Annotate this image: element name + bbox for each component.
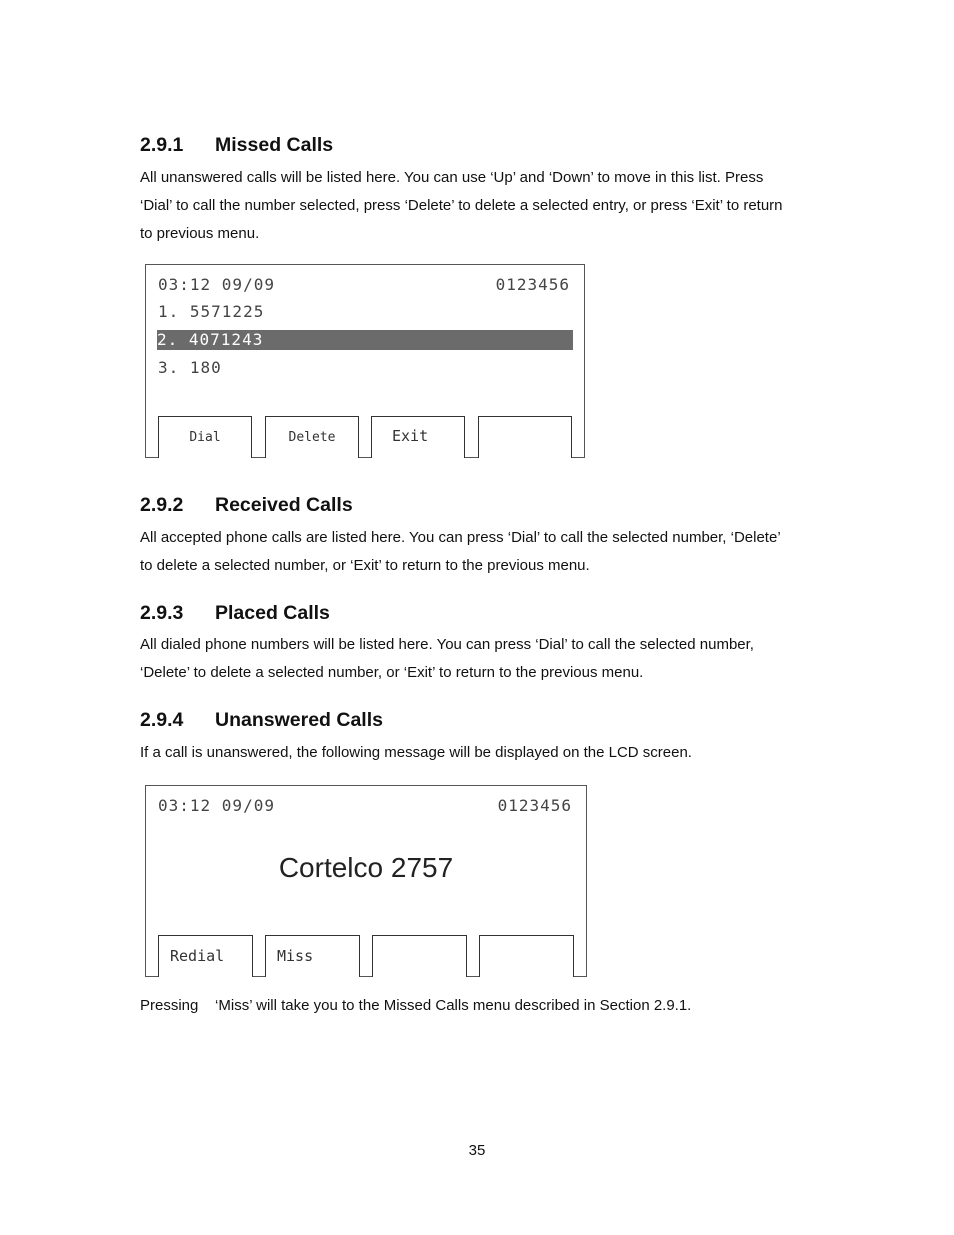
softkey-label: Exit	[392, 427, 429, 445]
paragraph-line: to previous menu.	[140, 225, 260, 242]
section-heading-missed-calls	[140, 133, 333, 157]
received-calls-paragraph	[140, 524, 820, 580]
paragraph-line: If a call is unanswered, the following message will be displayed on the LCD screen.	[140, 744, 692, 761]
lcd-screen-missed-calls	[145, 264, 585, 458]
softkey-blank[interactable]	[479, 935, 574, 977]
section-heading-placed-calls	[140, 601, 330, 625]
section-number: 2.9.3	[140, 602, 184, 624]
softkey-label: Miss	[277, 947, 314, 965]
paragraph-line: to delete a selected number, or ‘Exit’ to return to the previous menu.	[140, 557, 590, 574]
section-number: 2.9.4	[140, 709, 184, 731]
lcd-list-item[interactable]: 1. 5571225	[158, 302, 265, 321]
footer-paragraph: Pressing ‘Miss’ will take you to the Missed Calls menu described in Section 2.9.1.	[140, 997, 692, 1014]
lcd-list-item-selected[interactable]: 2. 4071243	[157, 330, 573, 350]
paragraph-line: All unanswered calls will be listed here. You can use ‘Up’ and ‘Down’ to move in this list. Press	[140, 169, 764, 186]
softkey-miss[interactable]	[265, 935, 360, 977]
softkey-delete[interactable]	[265, 416, 359, 458]
softkey-exit[interactable]	[371, 416, 465, 458]
lcd-screen-unanswered	[145, 785, 587, 977]
lcd-extension: 0123456	[495, 275, 570, 294]
missed-calls-paragraph	[140, 164, 820, 248]
unanswered-calls-paragraph	[140, 739, 820, 767]
lcd-list-item[interactable]: 3. 180	[158, 358, 222, 377]
section-heading-unanswered-calls	[140, 708, 383, 732]
paragraph-line: ‘Dial’ to call the number selected, press ‘Delete’ to delete a selected entry, or press ‘Exit’ to return	[140, 197, 783, 214]
section-title: Missed Calls	[215, 134, 334, 156]
paragraph-line: ‘Delete’ to delete a selected number, or ‘Exit’ to return to the previous menu.	[140, 664, 644, 681]
section-title: Unanswered Calls	[215, 709, 383, 731]
softkey-label: Delete	[288, 430, 336, 445]
paragraph-line: All dialed phone numbers will be listed here. You can press ‘Dial’ to call the selected number,	[140, 636, 754, 653]
lcd-time-date: 03:12 09/09	[158, 275, 275, 294]
softkey-redial[interactable]	[158, 935, 253, 977]
softkey-blank[interactable]	[372, 935, 467, 977]
softkey-label: Dial	[189, 430, 221, 445]
placed-calls-paragraph	[140, 631, 820, 687]
lcd-extension: 0123456	[497, 796, 572, 815]
section-title: Received Calls	[215, 494, 353, 516]
softkey-dial[interactable]	[158, 416, 252, 458]
paragraph-line: All accepted phone calls are listed here. You can press ‘Dial’ to call the selected number, ‘Delete’	[140, 529, 781, 546]
section-number: 2.9.1	[140, 134, 184, 156]
page-number: 35	[468, 1142, 486, 1159]
lcd-brand-text: Cortelco 2757	[278, 852, 454, 883]
section-heading-received-calls	[140, 493, 353, 517]
softkey-label: Redial	[170, 947, 225, 965]
section-number: 2.9.2	[140, 494, 184, 516]
lcd-time-date: 03:12 09/09	[158, 796, 275, 815]
softkey-blank[interactable]	[478, 416, 572, 458]
section-title: Placed Calls	[215, 602, 330, 624]
